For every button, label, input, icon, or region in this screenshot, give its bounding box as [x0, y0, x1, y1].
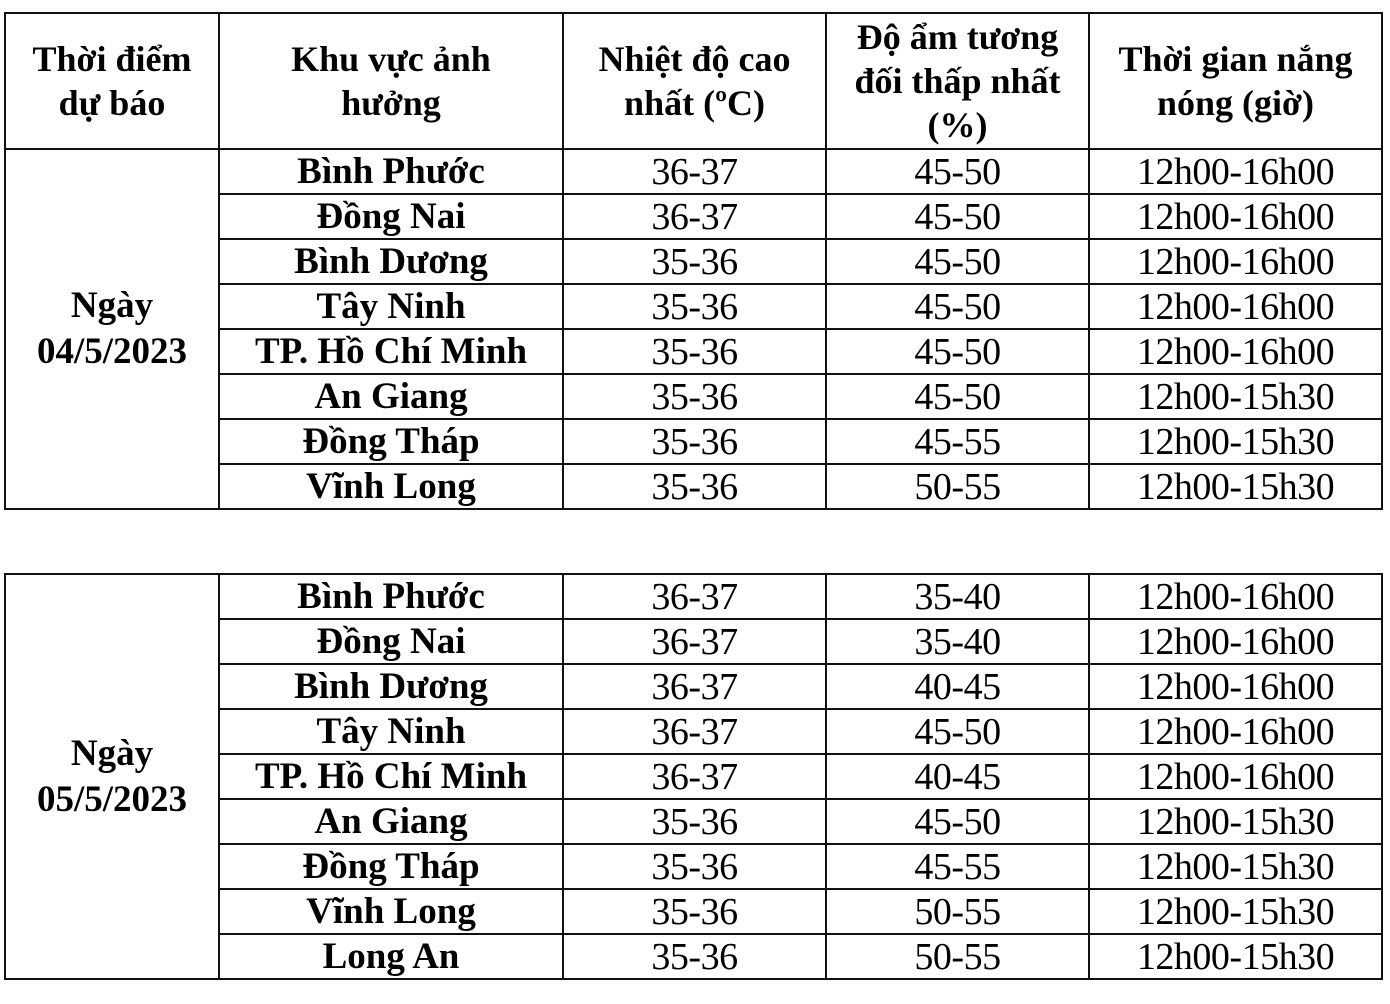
duration-cell: 12h00-16h00: [1089, 574, 1382, 619]
forecast-table-day-2: [4, 573, 1383, 980]
duration-cell: 12h00-16h00: [1089, 149, 1382, 194]
temp-cell: 36-37: [563, 619, 826, 664]
temp-cell: 35-36: [563, 374, 826, 419]
header-duration: Thời gian nắng nóng (giờ): [1089, 13, 1382, 149]
duration-cell: 12h00-15h30: [1089, 464, 1382, 509]
area-cell: Bình Phước: [219, 574, 563, 619]
humidity-cell: 45-50: [826, 194, 1089, 239]
date-value: 04/5/2023: [36, 331, 188, 372]
duration-cell: 12h00-16h00: [1089, 619, 1382, 664]
temp-cell: 35-36: [563, 799, 826, 844]
temp-cell: 36-37: [563, 149, 826, 194]
duration-cell: 12h00-15h30: [1089, 934, 1382, 979]
header-temp: Nhiệt độ cao nhất (ºC): [563, 13, 826, 149]
forecast-date-cell: [5, 149, 219, 509]
humidity-cell: 45-50: [826, 329, 1089, 374]
duration-cell: 12h00-16h00: [1089, 329, 1382, 374]
humidity-cell: 35-40: [826, 574, 1089, 619]
humidity-cell: 50-55: [826, 464, 1089, 509]
duration-cell: 12h00-15h30: [1089, 799, 1382, 844]
date-value: 05/5/2023: [36, 778, 188, 820]
area-cell: Long An: [219, 934, 563, 979]
area-cell: Bình Phước: [219, 149, 563, 194]
duration-cell: 12h00-16h00: [1089, 709, 1382, 754]
area-cell: Vĩnh Long: [219, 889, 563, 934]
humidity-cell: 35-40: [826, 619, 1089, 664]
area-cell: Bình Dương: [219, 239, 563, 284]
area-cell: Bình Dương: [219, 664, 563, 709]
header-time: Thời điểm dự báo: [5, 13, 219, 149]
duration-cell: 12h00-16h00: [1089, 284, 1382, 329]
humidity-cell: 45-55: [826, 419, 1089, 464]
area-cell: An Giang: [219, 374, 563, 419]
date-label: Ngày: [70, 732, 154, 774]
temp-cell: 36-37: [563, 709, 826, 754]
forecast-date-cell: [5, 574, 219, 979]
table-row: [5, 149, 1382, 194]
header-area: Khu vực ảnh hưởng: [219, 13, 563, 149]
humidity-cell: 50-55: [826, 934, 1089, 979]
temp-cell: 36-37: [563, 664, 826, 709]
table-row: [5, 574, 1382, 619]
duration-cell: 12h00-16h00: [1089, 754, 1382, 799]
humidity-cell: 45-50: [826, 374, 1089, 419]
humidity-cell: 40-45: [826, 664, 1089, 709]
humidity-cell: 45-50: [826, 239, 1089, 284]
duration-cell: 12h00-15h30: [1089, 374, 1382, 419]
forecast-table-day-1: [4, 12, 1383, 510]
duration-cell: 12h00-16h00: [1089, 664, 1382, 709]
area-cell: Tây Ninh: [219, 284, 563, 329]
humidity-cell: 45-50: [826, 709, 1089, 754]
header-row: [5, 13, 1382, 149]
temp-cell: 35-36: [563, 284, 826, 329]
temp-cell: 35-36: [563, 934, 826, 979]
temp-cell: 35-36: [563, 239, 826, 284]
humidity-cell: 40-45: [826, 754, 1089, 799]
temp-cell: 36-37: [563, 574, 826, 619]
area-cell: Đồng Tháp: [219, 844, 563, 889]
area-cell: Đồng Nai: [219, 619, 563, 664]
duration-cell: 12h00-15h30: [1089, 419, 1382, 464]
temp-cell: 35-36: [563, 889, 826, 934]
area-cell: TP. Hồ Chí Minh: [219, 754, 563, 799]
area-cell: TP. Hồ Chí Minh: [219, 329, 563, 374]
area-cell: Đồng Tháp: [219, 419, 563, 464]
temp-cell: 36-37: [563, 754, 826, 799]
duration-cell: 12h00-16h00: [1089, 194, 1382, 239]
duration-cell: 12h00-15h30: [1089, 844, 1382, 889]
temp-cell: 35-36: [563, 464, 826, 509]
area-cell: An Giang: [219, 799, 563, 844]
temp-cell: 35-36: [563, 844, 826, 889]
area-cell: Tây Ninh: [219, 709, 563, 754]
duration-cell: 12h00-15h30: [1089, 889, 1382, 934]
header-humidity: Độ ẩm tương đối thấp nhất (%): [826, 13, 1089, 149]
temp-cell: 36-37: [563, 194, 826, 239]
humidity-cell: 50-55: [826, 889, 1089, 934]
humidity-cell: 45-50: [826, 284, 1089, 329]
temp-cell: 35-36: [563, 329, 826, 374]
temp-cell: 35-36: [563, 419, 826, 464]
duration-cell: 12h00-16h00: [1089, 239, 1382, 284]
humidity-cell: 45-50: [826, 799, 1089, 844]
date-label: Ngày: [70, 285, 154, 326]
humidity-cell: 45-50: [826, 149, 1089, 194]
humidity-cell: 45-55: [826, 844, 1089, 889]
area-cell: Vĩnh Long: [219, 464, 563, 509]
area-cell: Đồng Nai: [219, 194, 563, 239]
